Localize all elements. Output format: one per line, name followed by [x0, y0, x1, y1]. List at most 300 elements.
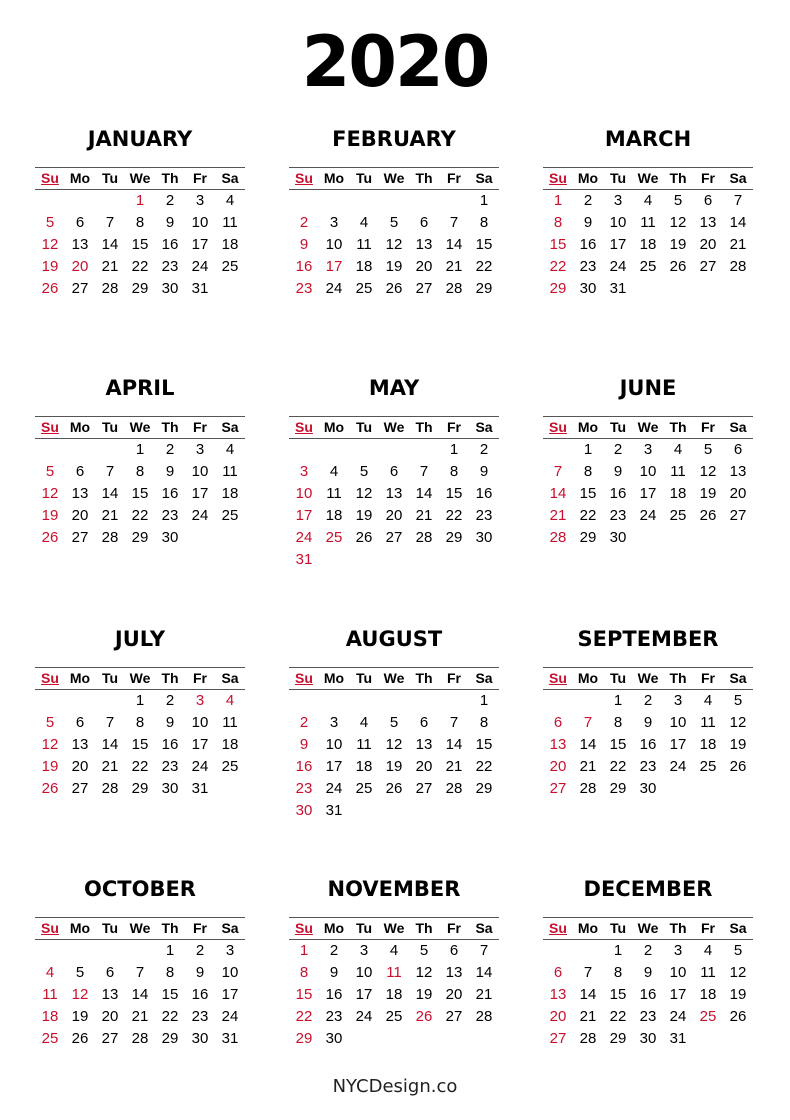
day-cell: 1 — [613, 942, 623, 959]
weekday-label: Th — [669, 670, 687, 686]
weekday-label: Fr — [447, 920, 461, 936]
weekday-label: Th — [161, 920, 179, 936]
month-january — [35, 124, 245, 297]
week-row — [543, 778, 753, 800]
day-cell: 23 — [475, 507, 493, 524]
day-cell: 4 — [703, 692, 713, 709]
weekday-label: Su — [41, 170, 59, 186]
day-cell: 25 — [221, 758, 239, 775]
day-cell: 16 — [161, 736, 179, 753]
day-cell: 1 — [613, 692, 623, 709]
weekday-label: Tu — [355, 670, 373, 686]
day-cell: 6 — [75, 214, 85, 231]
day-cell: 19 — [41, 507, 59, 524]
day-cell: 12 — [385, 736, 403, 753]
day-cell: 12 — [41, 736, 59, 753]
day-cell: 2 — [613, 441, 623, 458]
day-cell: 28 — [579, 780, 597, 797]
day-cell: 1 — [479, 692, 489, 709]
day-cell: 15 — [131, 485, 149, 502]
weekday-label: Su — [295, 670, 313, 686]
day-cell: 15 — [579, 485, 597, 502]
day-cell: 18 — [355, 258, 373, 275]
day-cell: 25 — [355, 780, 373, 797]
weekday-label: Mo — [323, 670, 345, 686]
day-cell: 8 — [135, 714, 145, 731]
day-cell: 13 — [549, 736, 567, 753]
day-cell: 4 — [225, 692, 235, 709]
week-row — [35, 505, 245, 527]
weekday-label: We — [383, 920, 405, 936]
day-cell: 21 — [445, 258, 463, 275]
day-cell: 18 — [355, 758, 373, 775]
day-cell: 6 — [75, 463, 85, 480]
month-table — [543, 917, 753, 1050]
day-cell: 24 — [191, 507, 209, 524]
day-cell: 15 — [131, 236, 149, 253]
day-cell: 7 — [105, 463, 115, 480]
day-cell: 2 — [329, 942, 339, 959]
weekday-label: Fr — [447, 170, 461, 186]
day-cell: 31 — [295, 551, 313, 568]
day-cell: 27 — [71, 529, 89, 546]
day-cell: 14 — [101, 485, 119, 502]
day-cell: 6 — [419, 214, 429, 231]
month-table — [289, 917, 499, 1050]
day-cell: 3 — [673, 942, 683, 959]
day-cell: 5 — [359, 463, 369, 480]
weekday-label: Sa — [475, 670, 493, 686]
day-cell: 17 — [221, 986, 239, 1003]
day-cell: 19 — [415, 986, 433, 1003]
day-cell: 26 — [385, 280, 403, 297]
day-cell: 11 — [356, 236, 372, 253]
day-cell: 10 — [221, 964, 239, 981]
day-cell: 8 — [165, 964, 175, 981]
week-row — [543, 734, 753, 756]
day-cell: 18 — [385, 986, 403, 1003]
month-february — [289, 124, 499, 297]
day-cell: 25 — [699, 758, 717, 775]
day-cell: 16 — [191, 986, 209, 1003]
day-cell: 16 — [475, 485, 493, 502]
day-cell: 22 — [579, 507, 597, 524]
weekday-label: Tu — [609, 670, 627, 686]
day-cell: 16 — [639, 736, 657, 753]
day-cell: 11 — [386, 964, 402, 981]
weekday-label: Su — [41, 920, 59, 936]
day-cell: 3 — [643, 441, 653, 458]
day-cell: 7 — [583, 714, 593, 731]
day-cell: 29 — [131, 780, 149, 797]
day-cell: 3 — [613, 192, 623, 209]
weekday-label: Sa — [729, 419, 747, 435]
week-row — [35, 190, 245, 212]
day-cell: 13 — [699, 214, 717, 231]
day-cell: 1 — [479, 192, 489, 209]
week-row — [289, 940, 499, 962]
day-cell: 2 — [165, 692, 175, 709]
month-name: JANUARY — [87, 127, 193, 151]
weekday-label: Tu — [101, 920, 119, 936]
day-cell: 20 — [415, 758, 433, 775]
weekday-header-row — [35, 168, 245, 190]
weekday-header-row — [289, 417, 499, 439]
day-cell: 19 — [385, 258, 403, 275]
day-cell: 11 — [640, 214, 656, 231]
week-row — [543, 1028, 753, 1050]
week-row — [289, 1028, 499, 1050]
month-table — [543, 416, 753, 549]
week-row — [35, 212, 245, 234]
day-cell: 20 — [71, 507, 89, 524]
day-cell: 12 — [355, 485, 373, 502]
day-cell: 16 — [295, 758, 313, 775]
weekday-label: Fr — [701, 170, 715, 186]
month-table — [543, 167, 753, 300]
day-cell: 27 — [71, 780, 89, 797]
day-cell: 26 — [355, 529, 373, 546]
week-row — [289, 962, 499, 984]
day-cell: 29 — [295, 1030, 313, 1047]
day-cell: 15 — [445, 485, 463, 502]
weekday-label: Fr — [447, 419, 461, 435]
day-cell: 30 — [579, 280, 597, 297]
day-cell: 17 — [325, 258, 343, 275]
month-may — [289, 373, 499, 568]
day-cell: 17 — [669, 736, 687, 753]
week-row — [289, 778, 499, 800]
day-cell: 8 — [449, 463, 459, 480]
day-cell: 13 — [415, 236, 433, 253]
day-cell: 24 — [355, 1008, 373, 1025]
day-cell: 7 — [553, 463, 563, 480]
day-cell: 7 — [479, 942, 489, 959]
week-row — [35, 278, 245, 300]
day-cell: 26 — [669, 258, 687, 275]
week-row — [543, 256, 753, 278]
day-cell: 10 — [639, 463, 657, 480]
weekday-label: Mo — [577, 920, 599, 936]
week-row — [289, 527, 499, 549]
day-cell: 16 — [325, 986, 343, 1003]
day-cell: 28 — [415, 529, 433, 546]
weekday-header-row — [35, 918, 245, 940]
day-cell: 24 — [325, 780, 343, 797]
day-cell: 21 — [101, 758, 119, 775]
weekday-label: Th — [669, 419, 687, 435]
week-row — [289, 278, 499, 300]
day-cell: 3 — [195, 192, 205, 209]
weekday-label: Su — [295, 920, 313, 936]
day-cell: 30 — [191, 1030, 209, 1047]
day-cell: 20 — [71, 258, 89, 275]
month-name: SEPTEMBER — [577, 627, 719, 651]
week-row — [543, 756, 753, 778]
week-row — [35, 234, 245, 256]
week-row — [289, 690, 499, 712]
day-cell: 11 — [42, 986, 58, 1003]
day-cell: 23 — [295, 780, 313, 797]
day-cell: 13 — [71, 236, 89, 253]
day-cell: 18 — [221, 736, 239, 753]
month-september — [543, 624, 753, 797]
day-cell: 2 — [165, 441, 175, 458]
weekday-label: Su — [549, 670, 567, 686]
day-cell: 21 — [579, 1008, 597, 1025]
day-cell: 8 — [553, 214, 563, 231]
month-table — [289, 667, 499, 822]
day-cell: 9 — [195, 964, 205, 981]
day-cell: 29 — [475, 280, 493, 297]
weekday-header-row — [543, 668, 753, 690]
week-row — [289, 461, 499, 483]
day-cell: 15 — [609, 736, 627, 753]
weekday-label: Sa — [475, 419, 493, 435]
month-name: MARCH — [604, 127, 692, 151]
day-cell: 24 — [669, 758, 687, 775]
week-row — [289, 1006, 499, 1028]
month-table — [35, 416, 245, 549]
day-cell: 14 — [549, 485, 567, 502]
weekday-label: Mo — [577, 419, 599, 435]
day-cell: 5 — [673, 192, 683, 209]
weekday-label: We — [129, 670, 151, 686]
day-cell: 14 — [579, 986, 597, 1003]
day-cell: 3 — [225, 942, 235, 959]
day-cell: 5 — [389, 714, 399, 731]
day-cell: 12 — [729, 714, 747, 731]
day-cell: 23 — [609, 507, 627, 524]
week-row — [35, 756, 245, 778]
day-cell: 28 — [101, 780, 119, 797]
month-name: AUGUST — [345, 627, 443, 651]
week-row — [289, 712, 499, 734]
week-row — [289, 800, 499, 822]
day-cell: 6 — [733, 441, 743, 458]
weekday-label: Sa — [729, 920, 747, 936]
day-cell: 2 — [165, 192, 175, 209]
weekday-label: Su — [295, 419, 313, 435]
day-cell: 31 — [221, 1030, 239, 1047]
day-cell: 7 — [583, 964, 593, 981]
day-cell: 18 — [639, 236, 657, 253]
day-cell: 13 — [445, 964, 463, 981]
day-cell: 7 — [449, 714, 459, 731]
day-cell: 26 — [385, 780, 403, 797]
month-name: APRIL — [105, 376, 175, 400]
weekday-label: Tu — [609, 419, 627, 435]
week-row — [35, 1028, 245, 1050]
day-cell: 14 — [475, 964, 493, 981]
day-cell: 9 — [165, 214, 175, 231]
day-cell: 2 — [583, 192, 593, 209]
weekday-label: Sa — [729, 170, 747, 186]
weekday-label: Tu — [355, 920, 373, 936]
week-row — [35, 778, 245, 800]
day-cell: 9 — [165, 714, 175, 731]
day-cell: 11 — [222, 463, 238, 480]
day-cell: 27 — [101, 1030, 119, 1047]
day-cell: 9 — [643, 714, 653, 731]
day-cell: 2 — [299, 714, 309, 731]
day-cell: 23 — [579, 258, 597, 275]
day-cell: 20 — [549, 758, 567, 775]
week-row — [543, 461, 753, 483]
day-cell: 24 — [669, 1008, 687, 1025]
weekday-label: Tu — [609, 920, 627, 936]
day-cell: 23 — [161, 507, 179, 524]
month-name: JULY — [114, 627, 166, 651]
day-cell: 20 — [101, 1008, 119, 1025]
weekday-label: Fr — [193, 670, 207, 686]
week-row — [543, 439, 753, 461]
weekday-label: Tu — [355, 419, 373, 435]
day-cell: 27 — [549, 1030, 567, 1047]
day-cell: 18 — [669, 485, 687, 502]
day-cell: 29 — [445, 529, 463, 546]
day-cell: 26 — [41, 529, 59, 546]
day-cell: 28 — [579, 1030, 597, 1047]
day-cell: 8 — [299, 964, 309, 981]
day-cell: 16 — [295, 258, 313, 275]
weekday-header-row — [35, 417, 245, 439]
year-title: 2020 — [301, 21, 489, 103]
day-cell: 29 — [609, 780, 627, 797]
week-row — [35, 734, 245, 756]
day-cell: 17 — [609, 236, 627, 253]
week-row — [35, 712, 245, 734]
day-cell: 2 — [643, 942, 653, 959]
day-cell: 21 — [729, 236, 747, 253]
day-cell: 22 — [475, 258, 493, 275]
day-cell: 4 — [329, 463, 339, 480]
weekday-header-row — [35, 668, 245, 690]
day-cell: 22 — [445, 507, 463, 524]
month-name: DECEMBER — [583, 877, 713, 901]
day-cell: 30 — [609, 529, 627, 546]
day-cell: 3 — [673, 692, 683, 709]
weekday-label: Th — [161, 670, 179, 686]
day-cell: 5 — [733, 942, 743, 959]
day-cell: 27 — [415, 280, 433, 297]
day-cell: 8 — [479, 214, 489, 231]
week-row — [543, 940, 753, 962]
day-cell: 30 — [475, 529, 493, 546]
weekday-label: Su — [549, 920, 567, 936]
day-cell: 29 — [579, 529, 597, 546]
day-cell: 12 — [729, 964, 747, 981]
day-cell: 20 — [729, 485, 747, 502]
weekday-label: Sa — [221, 670, 239, 686]
week-row — [35, 483, 245, 505]
day-cell: 5 — [703, 441, 713, 458]
day-cell: 3 — [195, 692, 205, 709]
day-cell: 13 — [385, 485, 403, 502]
weekday-label: Su — [549, 170, 567, 186]
day-cell: 12 — [41, 236, 59, 253]
day-cell: 29 — [609, 1030, 627, 1047]
week-row — [543, 190, 753, 212]
day-cell: 30 — [161, 280, 179, 297]
month-name: JUNE — [619, 376, 677, 400]
day-cell: 17 — [191, 736, 209, 753]
day-cell: 23 — [191, 1008, 209, 1025]
day-cell: 17 — [325, 758, 343, 775]
day-cell: 21 — [415, 507, 433, 524]
day-cell: 11 — [700, 714, 716, 731]
day-cell: 29 — [549, 280, 567, 297]
day-cell: 12 — [41, 485, 59, 502]
day-cell: 12 — [699, 463, 717, 480]
weekday-header-row — [289, 668, 499, 690]
day-cell: 20 — [71, 758, 89, 775]
day-cell: 17 — [295, 507, 313, 524]
day-cell: 13 — [71, 736, 89, 753]
month-name: NOVEMBER — [327, 877, 461, 901]
day-cell: 7 — [449, 214, 459, 231]
weekday-label: Sa — [475, 920, 493, 936]
day-cell: 1 — [135, 441, 145, 458]
day-cell: 17 — [355, 986, 373, 1003]
day-cell: 12 — [415, 964, 433, 981]
day-cell: 10 — [191, 214, 209, 231]
day-cell: 30 — [639, 780, 657, 797]
day-cell: 26 — [41, 780, 59, 797]
weekday-label: We — [129, 419, 151, 435]
day-cell: 9 — [299, 236, 309, 253]
day-cell: 10 — [325, 736, 343, 753]
month-april — [35, 373, 245, 546]
day-cell: 15 — [131, 736, 149, 753]
weekday-label: Th — [161, 170, 179, 186]
day-cell: 24 — [221, 1008, 239, 1025]
day-cell: 7 — [105, 214, 115, 231]
day-cell: 11 — [670, 463, 686, 480]
day-cell: 16 — [639, 986, 657, 1003]
day-cell: 27 — [549, 780, 567, 797]
day-cell: 2 — [479, 441, 489, 458]
day-cell: 10 — [669, 714, 687, 731]
day-cell: 23 — [295, 280, 313, 297]
day-cell: 12 — [71, 986, 89, 1003]
day-cell: 8 — [613, 964, 623, 981]
day-cell: 21 — [579, 758, 597, 775]
day-cell: 9 — [613, 463, 623, 480]
week-row — [35, 527, 245, 549]
day-cell: 1 — [299, 942, 309, 959]
day-cell: 2 — [195, 942, 205, 959]
day-cell: 14 — [101, 736, 119, 753]
day-cell: 4 — [359, 714, 369, 731]
month-name: OCTOBER — [84, 877, 196, 901]
day-cell: 27 — [445, 1008, 463, 1025]
weekday-label: Mo — [323, 170, 345, 186]
week-row — [543, 278, 753, 300]
day-cell: 22 — [475, 758, 493, 775]
day-cell: 1 — [135, 192, 145, 209]
weekday-label: Th — [669, 170, 687, 186]
day-cell: 29 — [475, 780, 493, 797]
day-cell: 9 — [329, 964, 339, 981]
day-cell: 23 — [161, 258, 179, 275]
day-cell: 20 — [699, 236, 717, 253]
day-cell: 25 — [385, 1008, 403, 1025]
day-cell: 1 — [165, 942, 175, 959]
month-table — [289, 416, 499, 571]
day-cell: 18 — [221, 236, 239, 253]
day-cell: 26 — [71, 1030, 89, 1047]
